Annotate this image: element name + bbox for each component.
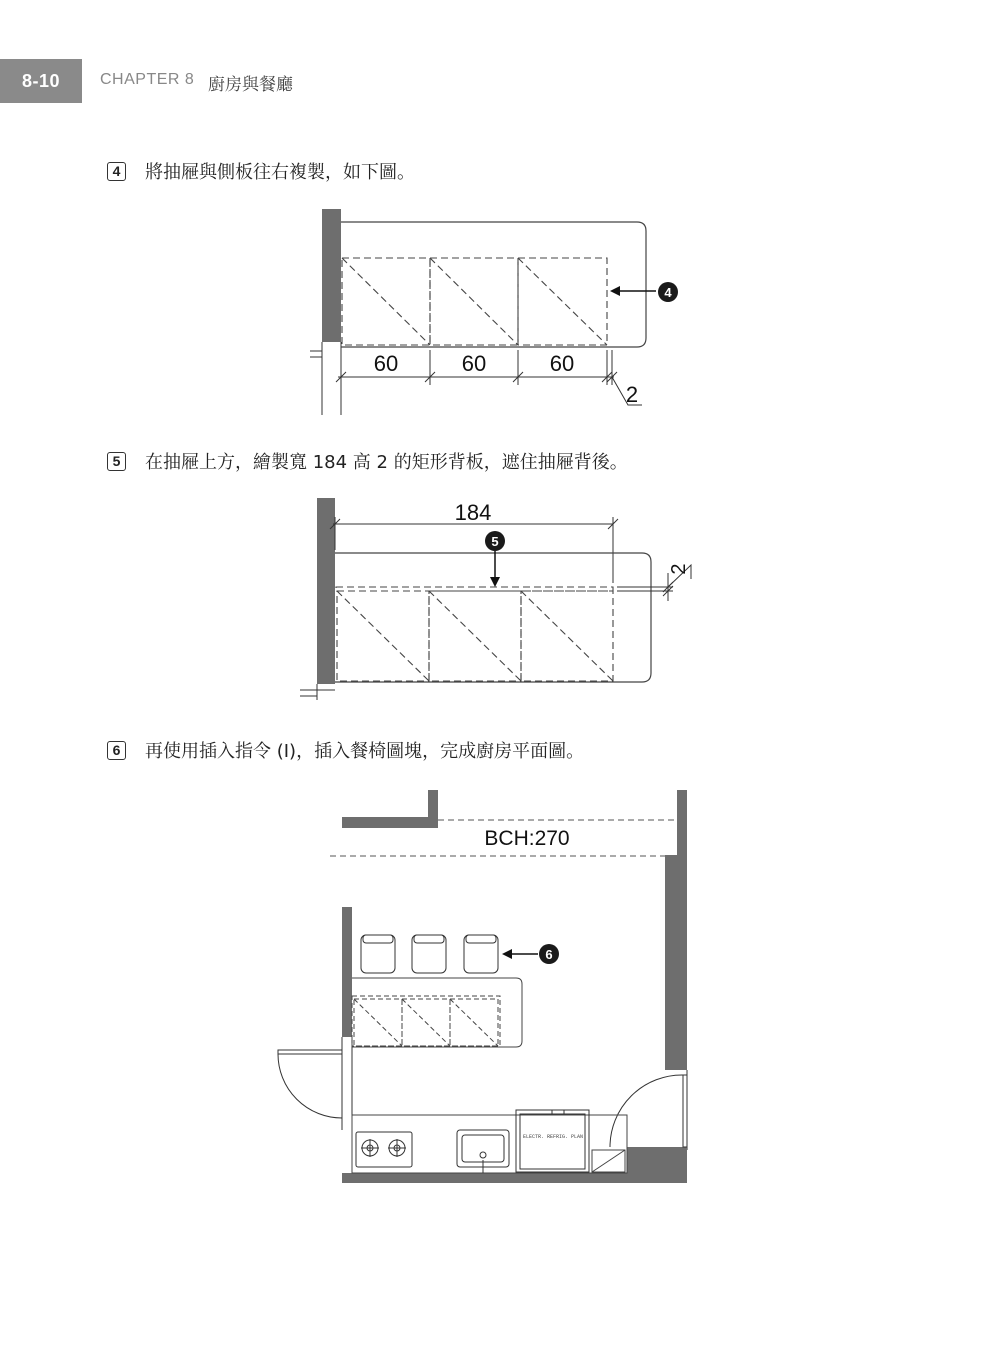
wall (665, 855, 687, 1070)
wall (322, 209, 341, 342)
back-panel (336, 587, 613, 591)
chair-icon (361, 935, 395, 973)
step-text: 再使用插入指令 (I)，插入餐椅圖塊，完成廚房平面圖。 (145, 741, 585, 762)
step-text: 在抽屜上方，繪製寬 184 高 2 的矩形背板，遮住抽屜背後。 (145, 452, 628, 473)
left-door (278, 1050, 342, 1118)
sink-icon (457, 1130, 509, 1173)
wall (677, 790, 687, 860)
figure-kitchen-plan (270, 785, 700, 1190)
width-dimension-label: 184 (454, 500, 492, 525)
wall (342, 907, 352, 1037)
step-6 (107, 737, 584, 763)
chair-icon (464, 935, 498, 973)
step-number-badge: 6 (107, 741, 126, 760)
dimension-label: 60 (461, 351, 487, 376)
page-number-tab (0, 59, 82, 103)
wall (342, 790, 438, 828)
dimension-label: 60 (549, 351, 575, 376)
callout-number: 5 (491, 534, 499, 549)
right-door (610, 1075, 687, 1147)
dimension-label: 60 (373, 351, 399, 376)
chapter-label: CHAPTER 8 (100, 71, 195, 88)
drawer-group (352, 996, 500, 1046)
bottom-counter (352, 1115, 627, 1173)
island-counter (352, 978, 522, 1047)
ceiling-label: BCH:270 (484, 827, 570, 850)
height-dimension-label: 2 (668, 563, 690, 575)
chair-icon (412, 935, 446, 973)
drawer-group (337, 591, 613, 681)
step-number-badge: 5 (107, 452, 126, 471)
wall (342, 1173, 627, 1183)
counter-outline (341, 222, 646, 347)
callout-number: 4 (664, 285, 672, 300)
figure-back-panel (295, 495, 705, 710)
wall (627, 1147, 687, 1183)
step-number-badge: 4 (107, 162, 126, 181)
figure-drawer-copy (300, 205, 700, 420)
width-dimension (330, 517, 618, 583)
callout-number: 6 (545, 947, 553, 962)
stove-icon (356, 1132, 412, 1167)
chapter-title: 廚房與餐廳 (208, 75, 293, 95)
fridge-label: ELECTR. REFRIG. PLAN (522, 1134, 584, 1140)
counter-outline (335, 553, 651, 682)
fridge-icon (516, 1110, 589, 1172)
wall (317, 498, 335, 684)
drawer-group (342, 258, 607, 345)
step-5 (107, 448, 628, 474)
step-4 (107, 158, 415, 184)
page-number: 8-10 (21, 70, 61, 91)
step-text: 將抽屜與側板往右複製，如下圖。 (145, 162, 415, 183)
gap-dimension-label: 2 (625, 382, 639, 407)
